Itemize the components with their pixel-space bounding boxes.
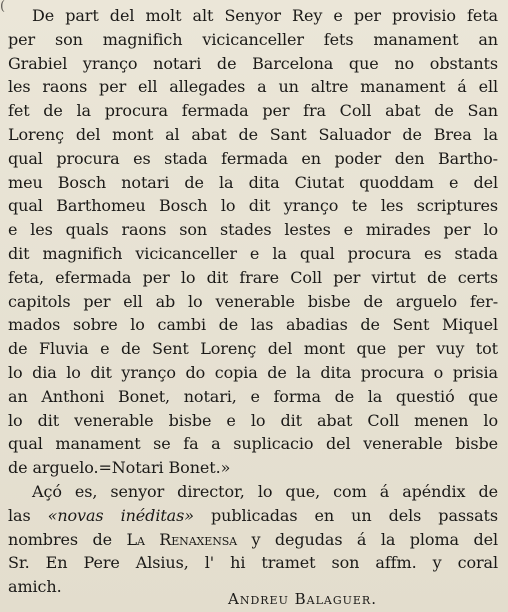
text-segment: nombres de xyxy=(8,529,127,549)
text-line: les raons per ell allegades a un altre manament á ell xyxy=(8,77,498,97)
paragraph-1 xyxy=(8,4,498,480)
text-line: Sr. En Pere Alsius, l' hi tramet son affm. y coral xyxy=(8,553,498,573)
text-line: an Anthoni Bonet, notari, e forma de la questió que xyxy=(8,386,498,406)
text-line: Açó es, senyor director, lo que, com á apéndix de xyxy=(32,481,498,501)
text-line: fet de la procura fermada per fra Coll abat de San xyxy=(8,101,498,121)
text-line: de arguelo.=Notari Bonet.» xyxy=(8,458,231,478)
body-text xyxy=(8,4,498,599)
text-line xyxy=(8,504,498,528)
paragraph-2 xyxy=(8,480,498,599)
text-segment: las xyxy=(8,505,48,525)
text-segment: publicadas en un dels passats xyxy=(193,505,498,525)
text-line xyxy=(8,528,498,552)
text-line: meu Bosch notari de la dita Ciutat quoddam e del xyxy=(8,172,498,192)
text-line: qual procura es stada fermada en poder den Bartho- xyxy=(8,148,498,168)
text-line: Lorenç del mont al abat de Sant Saluador de Brea la xyxy=(8,124,498,144)
text-line: feta, efermada per lo dit frare Coll per virtut de certs xyxy=(8,267,498,287)
text-line: mados sobre lo cambi de las abadias de Sent Miquel xyxy=(8,315,498,335)
text-segment: y degudas á la ploma del xyxy=(237,529,498,549)
quoted-title: «novas inéditas» xyxy=(47,505,194,525)
text-line: amich. xyxy=(8,577,62,597)
text-line: Grabiel yranço notari de Barcelona que no obstants xyxy=(8,53,498,73)
text-line: de Fluvia e de Sent Lorenç del mont que per vuy tot xyxy=(8,339,498,359)
corner-mark: ( xyxy=(0,0,6,14)
text-line: qual Barthomeu Bosch lo dit yranço te les scriptures xyxy=(8,196,498,216)
author-signature: Andreu Balaguer. xyxy=(228,590,377,608)
text-line: lo dit venerable bisbe e lo dit abat Coll menen lo xyxy=(8,410,498,430)
text-line: lo dia lo dit yranço do copia de la dita procura o prisia xyxy=(8,362,498,382)
text-line: capitols per ell ab lo venerable bisbe de arguelo fer- xyxy=(8,291,498,311)
text-line: dit magnifich vicicanceller e la qual procura es stada xyxy=(8,243,498,263)
text-line: e les quals raons son stades lestes e mirades per lo xyxy=(8,220,498,240)
text-line: qual manament se fa a suplicacio del venerable bisbe xyxy=(8,434,498,454)
text-line: per son magnifich vicicanceller fets manament an xyxy=(8,29,498,49)
text-line: De part del molt alt Senyor Rey e per provisio feta xyxy=(32,6,498,25)
publication-name: La Renaxensa xyxy=(126,529,238,549)
